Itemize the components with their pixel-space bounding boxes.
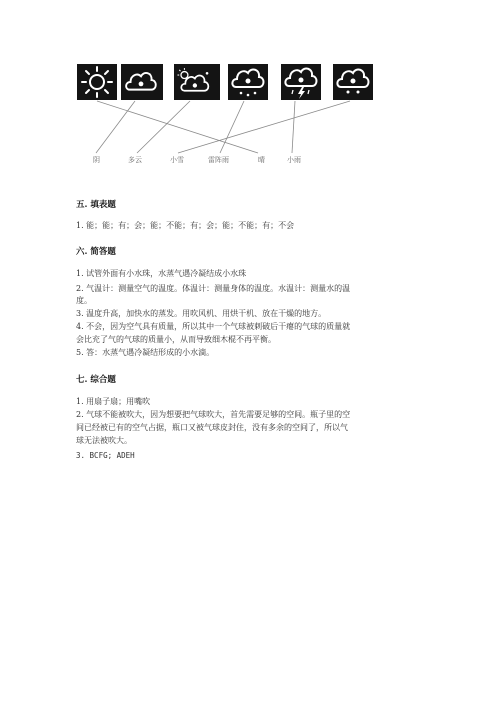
light-rain-cloud-icon <box>333 64 373 100</box>
answer-line: 间已经被已有的空气占据，瓶口又被气球皮封住，没有多余的空间了，所以气 <box>76 423 348 432</box>
answer-line: 3. BCFG; ADEH <box>76 451 135 460</box>
weather-label: 阴 <box>93 156 100 164</box>
cloudy-sun-icon <box>174 64 220 100</box>
answer-line: 球无法被吹大。 <box>76 436 132 445</box>
weather-matching-exercise <box>0 0 500 175</box>
thunder-rain-cloud-icon <box>281 64 321 100</box>
answer-line: 5. 答：水蒸气遇冷凝结形成的小水滴。 <box>76 348 215 357</box>
answer-line: 3. 温度升高，加快水的蒸发。用吹风机、用烘干机、放在干燥的地方。 <box>76 309 327 318</box>
sun-icon <box>77 64 117 100</box>
answer-line: 2. 气球不能被吹大，因为想要把气球吹大，首先需要足够的空间。瓶子里的空 <box>76 410 351 419</box>
answer-line: 2. 气温计：测量空气的温度。体温计：测量身体的温度。水温计：测量水的温 <box>76 284 351 293</box>
snow-cloud-icon <box>228 64 268 100</box>
answer-line: 1. 用扇子扇；用嘴吹 <box>76 397 151 406</box>
section-heading-short-answer: 六. 简答题 <box>76 247 116 257</box>
cloud-icon <box>121 64 163 100</box>
weather-label: 小雨 <box>287 156 301 164</box>
answer-line: 度。 <box>76 296 92 305</box>
answer-line: 1. 能；能；有；会；能；不能；有；会；能；不能；有；不会 <box>76 221 295 230</box>
weather-label: 小雪 <box>170 156 184 164</box>
weather-label: 多云 <box>128 156 142 164</box>
answer-line: 1. 试管外面有小水珠，水蒸气遇冷凝结成小水珠 <box>76 269 247 278</box>
section-heading-comprehensive: 七. 综合题 <box>76 375 116 385</box>
answer-line: 会比充了气的气球的质量小，从而导致细木棍不再平衡。 <box>76 335 276 344</box>
weather-label: 雷阵雨 <box>208 156 229 164</box>
section-heading-fill-table: 五. 填表题 <box>76 200 116 210</box>
weather-label: 晴 <box>258 156 265 164</box>
answer-line: 4. 不会，因为空气具有质量，所以其中一个气球被刺破后干瘪的气球的质量就 <box>76 322 351 331</box>
